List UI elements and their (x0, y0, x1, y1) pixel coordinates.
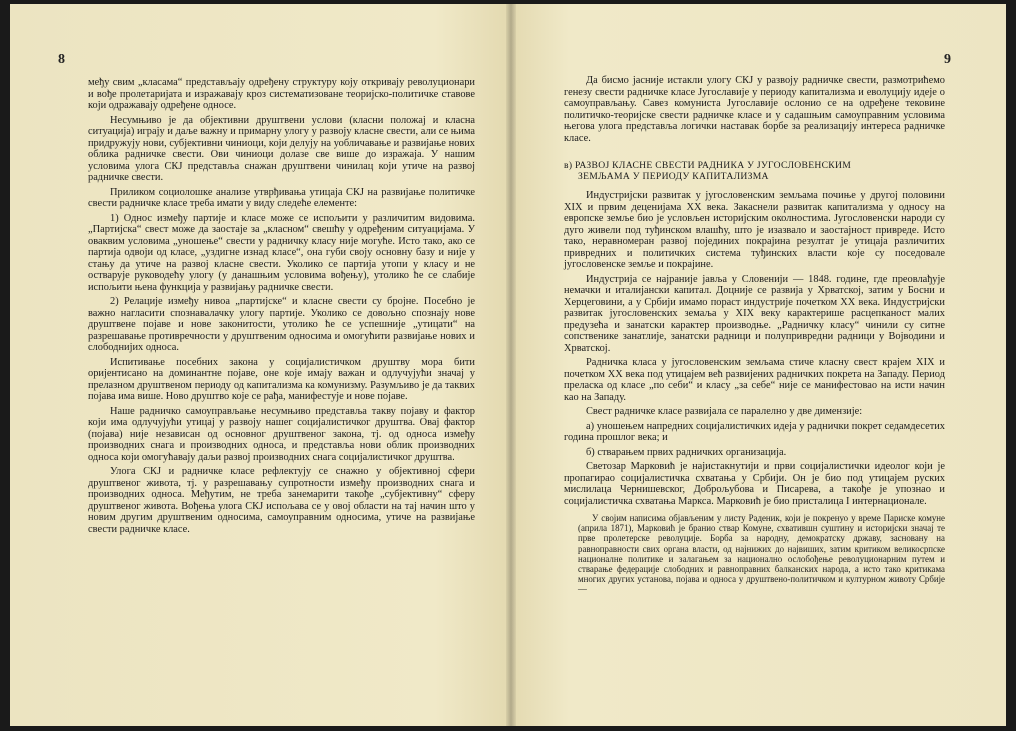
section-heading-line-2: ЗЕМЉАМА У ПЕРИОДУ КАПИТАЛИЗМА (578, 171, 769, 182)
section-heading (564, 160, 945, 182)
paragraph: Индустрија се најраније јавља у Словенији — 1848. године, где преовлађује немачки и италијански капитал. Доцније се развија у Хрватској, затим у Босни и Херцеговини, а у Србији имамо пораст индустрије почетком XX века. Индустријски развитак југословенских земаља у XIX веку карактерише расцепканост малих предузећа и занатски карактер производње. „Радничку класу“ чинили су ситне сопственике занатлије, занатски радници и полупривредни радници у Војводини и Хрватској. (564, 273, 945, 354)
paragraph: Наше радничко самоуправљање несумњиво представља такву појаву и фактор који има одлучујући утицај у развоју нашег социјалистичког друштва. Овај фактор (појава) није независан од основног друштвеног закона, тј. од односа између производних снага и производних односа, и представља нови облик производних односа који омогућавају даљи развој производних снага социјалистичког друштва. (88, 405, 475, 463)
list-item: а) уношењем напредних социјалистичких идеја у раднички покрет седамдесетих година прошлог века; и (564, 420, 945, 443)
paragraph: Улога СКЈ и радничке класе рефлектују се снажно у објективној сфери друштвеног живота, тј. у разрешавању супротности између производних снага и производних односа. Међутим, не треба занемарити такође „субјективну“ сферу друштвеног живота. Вођења улога СКЈ испољава се у овој области на тај начин што у новим другим друштвеним односима, самоуправним односима, утиче на развијање свести радничке класе. (88, 466, 475, 535)
paragraph: Приликом социолошке анализе утврђивања утицаја СКЈ на развијање политичке свести радничке класе треба имати у виду следеће елементе: (88, 186, 475, 209)
right-page (510, 4, 1006, 726)
paragraph: Свест радничке класе развијала се паралелно у две димензије: (586, 406, 863, 417)
footnote-text: У својим написима објављеним у листу Раденик, који је покренуо у време Париске комуне (априла 1871), Марковић је бранио ствар Комуне, схватившн суштину и историјски значај те прве пролетерске револуције. Борба за народну, демократску државу, засновану на равноправности свих органа власти, од најнижих до највиших, затим критиком великосрпске националне политике и залагањем за национално ослобођење револуционарним путем и стварање федерације слободних и равноправних балканских народа, а исто тако критикама многих других установа, појава и односа у друштвено-политичком и културном животу Србије — (578, 513, 945, 595)
paragraph: 2) Релације између нивоа „партијске“ и класне свести су бројне. Посебно је важно нагласити спознавалачку улогу партије. Уколико се довољно спознају нове друштвене појаве и нове законитости, утолико ће се успешније „утицати“ на разрешавање противречности у друштвеним односима и омогућити развијање нових и слободнијих односа. (88, 296, 475, 353)
section-heading-line-1: в) РАЗВОЈ КЛАСНЕ СВЕСТИ РАДНИКА У ЈУГОСЛОВЕНСКИМ (564, 160, 852, 171)
paragraph: Светозар Марковић је најистакнутији и први социјалистички идеолог који је пропагирао социјалистичка схватања у Србији. Он је био под утицајем руских мислилаца Чернишевског, Доброљубова и Писарева, а такође је упознао и социјалистичка схватања Маркса. Марковић је био присталица I интернационале. (564, 461, 945, 507)
page-number-left: 8 (58, 52, 65, 67)
intro-paragraph: Да бисмо јасније истакли улогу СКЈ у развоју радничке свести, размотрићемо генезу свести радничке класе Југославије у периоду капитализма и еволуцију идеје о самоуправљању. Савез комуниста Југославије ослонио се на одређене тековине политичко-теоријске свести радничке класе и у садашњим самоуправним условима његова улога представља логички наставак борбе за реализацију интереса радничке класе. (564, 75, 945, 144)
paragraph: Индустријски развитак у југословенским земљама почиње у другој половини XIX и првим деценијама XX века. Закаснели развитак капитализма у односу на европске земље био је условљен историјским околностима. Југословенски народи су дуго живели под туђинском влашћу, што је изазвало и заостајност привреде. Исто тако, неравномеран развој појединих покрајина резултат је утицаја различитих привредних и политичких система туђинских власти које су поседовале југословенске земље и покрајине. (564, 190, 945, 270)
right-page-body (564, 75, 945, 595)
page-number-right: 9 (944, 52, 951, 67)
paragraph: Радничка класа у југословенским земљама стиче класну свест крајем XIX и почетком XX века под утицајем већ развијених радничких покрета на Западу. Период прелаcка од класе „по себи“ и класу „за себе“ није се манифестовао на исти начин као на Западу. (564, 357, 945, 403)
paragraph: међу свим „класама“ представљају одређену структуру коју откривају револуционари и вође пролетаријата и изражавају кроз систематизоване теоријско-политичке ставове који одражавају одређене односе. (88, 77, 475, 111)
paragraph: Испитивање посебних закона у социјалистичком друштву мора бити оријентисано на доминантне појаве, оне које имају важан и одлучујући значај у прелазном друштвеном периоду од капитализма ка комунизму. Разумљиво је да таквих појава има више. Ново друштво које се рађа, манифестује и нове појаве. (88, 356, 475, 402)
left-page-body (88, 77, 475, 538)
list-item: б) стварањем првих радничких организација. (586, 446, 787, 458)
left-page (10, 4, 510, 726)
book-spread (10, 4, 1006, 726)
book-gutter (506, 4, 516, 726)
paragraph: 1) Однос између партије и класе може се испољити у различитим видовима. „Партијска“ свест може да заостаје за „класном“ свешћу у одређеним ситуацијама. У оваквим условима „уношење“ свести у радничку класу није могуће. Исто тако, ако се партија одвоји од класе, „уздигне изнад класе“, она губи своју основну базу и није у стању да утиче на развој класне свести. Уколико се партија утопи у класу и не остварује руководећу улогу (у данашњим условима вођењу), утолико ће се слабије испољити њена функција у развијању радничке свести. (88, 212, 475, 293)
footnote (564, 513, 945, 595)
paragraph: Несумњиво је да објективни друштвени услови (класни положај и класна ситуација) играју и даље важну и примарну улогу у развоју класне свести, али се њима придружују нови, субјективни чиниоци, који делују на уобличавање и развијање нових облика радничке свести. Ови чиниоци долазе све више до изражаја. У нашим условима улога СКЈ представља снажан друштвени чинилац који утиче на развој радничке свести. (88, 114, 475, 183)
